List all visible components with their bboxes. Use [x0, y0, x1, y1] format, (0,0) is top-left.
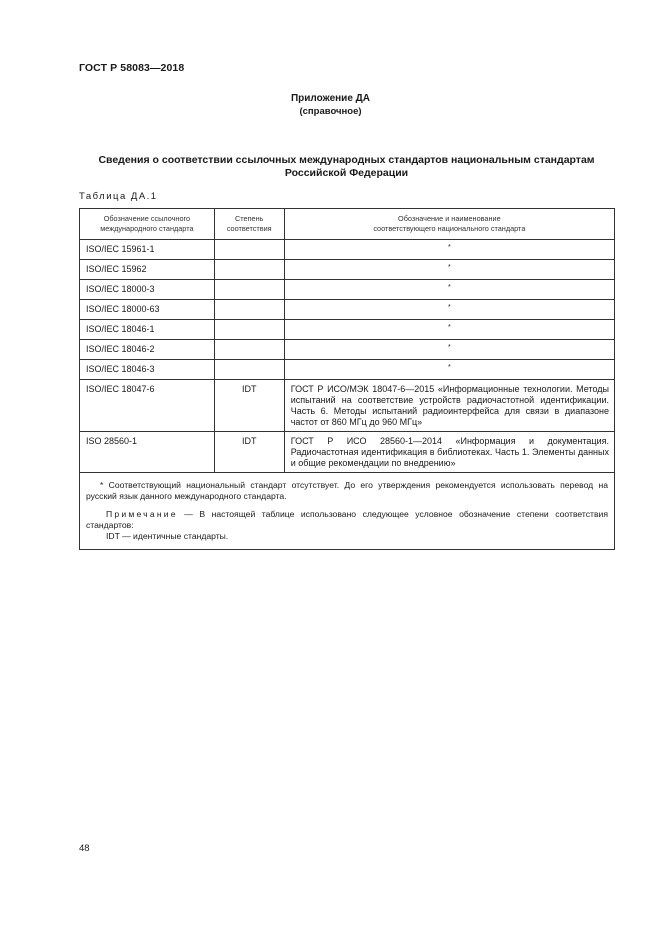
table-row	[80, 300, 615, 320]
section-heading-line1: Сведения о соответствии ссылочных международных стандартов национальным стандартам	[98, 154, 595, 166]
cell-standard: ISO/IEC 18046-1	[80, 320, 215, 340]
cell-national: *	[284, 300, 614, 320]
cell-national: *	[284, 280, 614, 300]
note-item: IDT — идентичные стандарты.	[106, 531, 229, 541]
footnote-text: * Соответствующий национальный стандарт отсутствует. До его утверждения рекомендуется использовать перевод на русский язык данного международного стандарта.	[86, 480, 608, 501]
cell-standard: ISO/IEC 18046-2	[80, 340, 215, 360]
header-col3-line2: соответствующего национального стандарта	[373, 224, 526, 233]
cell-degree	[214, 340, 284, 360]
table-row	[80, 280, 615, 300]
cell-degree: IDT	[214, 380, 284, 432]
table-row	[80, 432, 615, 473]
cell-standard: ISO/IEC 15962	[80, 260, 215, 280]
table-footnote	[80, 473, 615, 550]
cell-national: *	[284, 240, 614, 260]
table-header-row	[80, 209, 615, 240]
cell-degree: IDT	[214, 432, 284, 473]
note-label: Примечание	[106, 509, 178, 519]
table-footnote-row	[80, 473, 615, 550]
table-row	[80, 260, 615, 280]
cell-degree	[214, 280, 284, 300]
table-row	[80, 320, 615, 340]
header-col2-line1: Степень	[235, 214, 264, 223]
table-row	[80, 360, 615, 380]
table-row	[80, 340, 615, 360]
header-national-standard	[284, 209, 614, 240]
cell-national: *	[284, 340, 614, 360]
cell-standard: ISO/IEC 18000-3	[80, 280, 215, 300]
cell-degree	[214, 320, 284, 340]
cell-degree	[214, 260, 284, 280]
header-col2-line2: соответствия	[226, 224, 272, 233]
cell-national: *	[284, 360, 614, 380]
cell-standard: ISO 28560-1	[80, 432, 215, 473]
cell-standard: ISO/IEC 15961-1	[80, 240, 215, 260]
correspondence-table	[79, 208, 615, 550]
cell-degree	[214, 360, 284, 380]
header-degree	[214, 209, 284, 240]
header-col3-line1: Обозначение и наименование	[398, 214, 501, 223]
cell-national: *	[284, 260, 614, 280]
cell-standard: ISO/IEC 18000-63	[80, 300, 215, 320]
note-paragraph	[86, 509, 608, 531]
header-col1-line2: международного стандарта	[100, 224, 194, 233]
section-heading	[79, 154, 614, 180]
table-row	[80, 240, 615, 260]
cell-national: ГОСТ Р ИСО/МЭК 18047-6—2015 «Информационные технологии. Методы испытаний на соответствие устройств радиочастотной идентификации. Часть 6. Методы испытаний радиоинтерфейса для связи в диапазоне частот от 860 МГц до 960 МГц»	[284, 380, 614, 432]
note-text: — В настоящей таблице использовано следующее условное обозначение степени соответствия стандартов:	[86, 509, 608, 530]
cell-degree	[214, 300, 284, 320]
table-label: Таблица ДА.1	[79, 191, 158, 202]
section-heading-line2: Российской Федерации	[284, 167, 409, 179]
cell-degree	[214, 240, 284, 260]
annex-title: Приложение ДА	[290, 93, 371, 104]
annex-subtitle: (справочное)	[299, 106, 362, 117]
document-code: ГОСТ Р 58083—2018	[79, 62, 185, 74]
header-international-standard	[80, 209, 215, 240]
page-number: 48	[79, 843, 90, 854]
cell-standard: ISO/IEC 18046-3	[80, 360, 215, 380]
table-row	[80, 380, 615, 432]
cell-standard: ISO/IEC 18047-6	[80, 380, 215, 432]
header-col1-line1: Обозначение ссылочного	[103, 214, 191, 223]
cell-national: *	[284, 320, 614, 340]
cell-national: ГОСТ Р ИСО 28560-1—2014 «Информация и документация. Радиочастотная идентификация в библиотеках. Часть 1. Элементы данных и общие рекомендации по внедрению»	[284, 432, 614, 473]
